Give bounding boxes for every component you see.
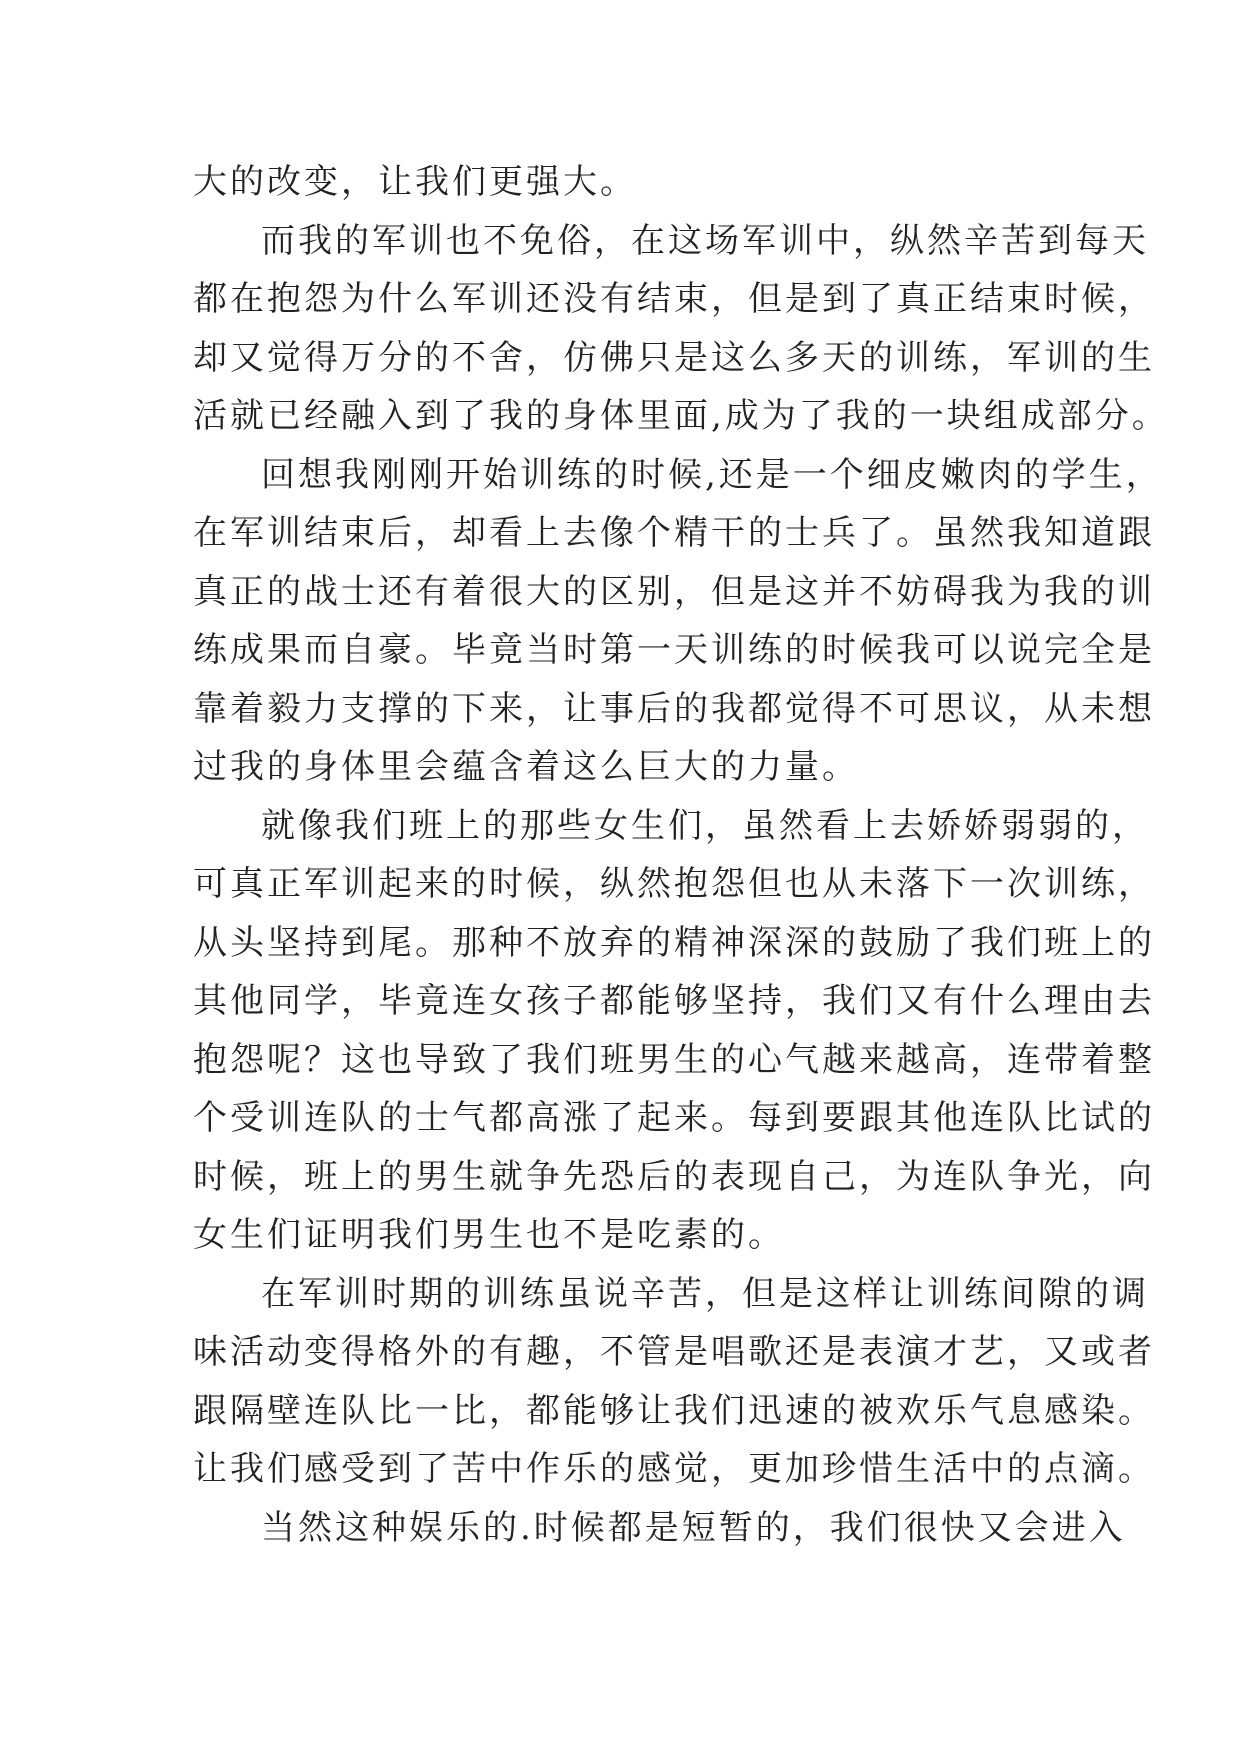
- text-line: 而我的军训也不免俗，在这场军训中，纵然辛苦到每天: [261, 220, 1149, 261]
- text-line: 从头坚持到尾。那种不放弃的精神深深的鼓励了我们班上的: [193, 922, 1155, 963]
- text-line: 回想我刚刚开始训练的时候,还是一个细皮嫩肉的学生，: [261, 454, 1163, 495]
- text-line: 在军训时期的训练虽说辛苦，但是这样让训练间隙的调: [261, 1273, 1149, 1314]
- text-line: 大的改变，让我们更强大。: [193, 162, 637, 202]
- text-line: 让我们感受到了苦中作乐的感觉，更加珍惜生活中的点滴。: [193, 1449, 1155, 1489]
- text-line: 都在抱怨为什么军训还没有结束，但是到了真正结束时候，: [193, 279, 1155, 319]
- text-line: 练成果而自豪。毕竟当时第一天训练的时候我可以说完全是: [193, 630, 1155, 670]
- text-line: 却又觉得万分的不舍，仿佛只是这么多天的训练，军训的生: [193, 337, 1155, 378]
- text-line: 可真正军训起来的时候，纵然抱怨但也从未落下一次训练，: [193, 864, 1155, 904]
- text-line: 个受训连队的士气都高涨了起来。每到要跟其他连队比试的: [193, 1098, 1155, 1138]
- text-line: 当然这种娱乐的.时候都是短暂的，我们很快又会进入: [261, 1507, 1126, 1548]
- text-line: 在军训结束后，却看上去像个精干的士兵了。虽然我知道跟: [193, 513, 1155, 553]
- document-body: [193, 153, 1169, 1557]
- text-line: 味活动变得格外的有趣，不管是唱歌还是表演才艺，又或者: [193, 1332, 1155, 1372]
- text-line: 活就已经融入到了我的身体里面,成为了我的一块组成部分。: [193, 396, 1169, 436]
- text-line: 女生们证明我们男生也不是吃素的。: [193, 1215, 785, 1255]
- text-line: 其他同学，毕竟连女孩子都能够坚持，我们又有什么理由去: [193, 981, 1155, 1021]
- text-line: 时候，班上的男生就争先恐后的表现自己，为连队争光，向: [193, 1156, 1155, 1197]
- text-line: 过我的身体里会蕴含着这么巨大的力量。: [193, 747, 859, 787]
- text-line: 抱怨呢？这也导致了我们班男生的心气越来越高，连带着整: [193, 1039, 1155, 1080]
- text-line: 真正的战士还有着很大的区别，但是这并不妨碍我为我的训: [193, 571, 1155, 612]
- text-line: 就像我们班上的那些女生们，虽然看上去娇娇弱弱的，: [261, 805, 1149, 846]
- text-line: 跟隔壁连队比一比，都能够让我们迅速的被欢乐气息感染。: [193, 1390, 1155, 1431]
- text-line: 靠着毅力支撑的下来，让事后的我都觉得不可思议，从未想: [193, 688, 1155, 729]
